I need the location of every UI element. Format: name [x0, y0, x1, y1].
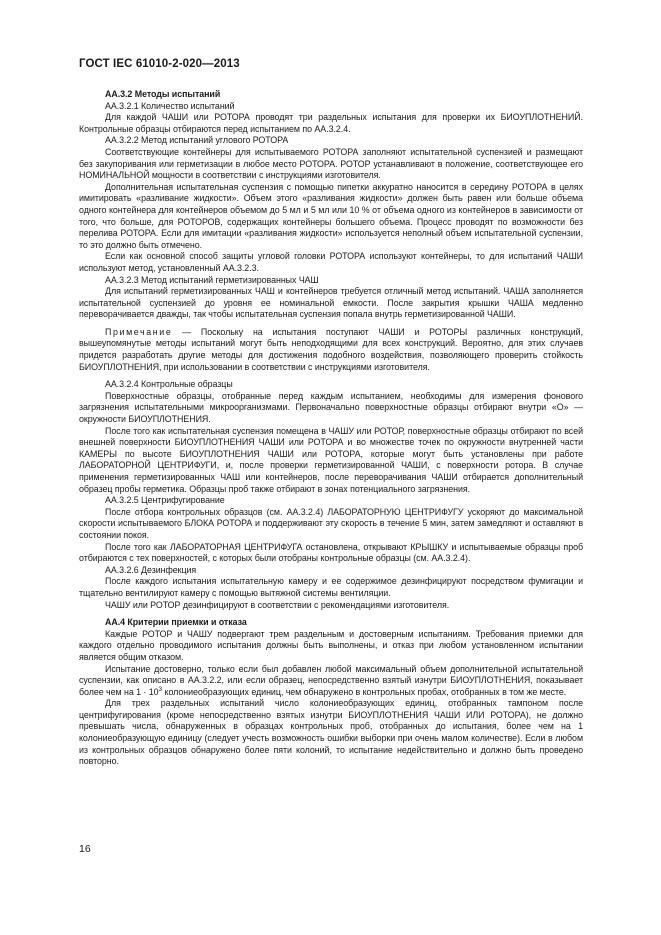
section-heading-aa32: АА.3.2 Методы испытаний — [105, 89, 221, 99]
paragraph: Для испытаний герметизированных ЧАШ и контейнеров требуется отличный метод испытаний. ЧАША заполняется испытательной суспензией до уровня ее номинальной емкости. После закрытия крышки ЧАША медленно переворачивается дважды, так чтобы испытательная суспензия попала внутрь герметизированной ЧАШИ. — [79, 286, 583, 320]
subsection-heading-aa324: АА.3.2.4 Контрольные образцы — [105, 379, 233, 390]
paragraph-text: Испытание достоверно, только если был добавлен любой максимальный объем дополнительной испытательной суспензии, как описано в АА.3.2.2, или если образец, непосредственно взятый изнутри БИОУПЛОТНЕНИЯ, показывает более чем на 1 · 10 — [79, 663, 583, 697]
paragraph: После того как ЛАБОРАТОРНАЯ ЦЕНТРИФУГА остановлена, открывают КРЫШКУ и испытываемые образцы проб отбираются с тех поверхностей, с которых были отобраны контрольные образцы (см. АА.3.2.4). — [79, 541, 583, 564]
paragraph: Для трех раздельных испытаний число колониеобразующих единиц, отобранных тампоном после центрифугирования (кроме непосредственно взятых изнутри БИОУПЛОТНЕНИЯ ЧАШИ ИЛИ РОТОРА), не должно превышать числа, обнаруженных в образцах контрольных проб, отобранных до испытания, более чем на 1 колониеобразующую единицу (следует учесть возможность ошибки выборки при очень малом количестве). Если в любом из контрольных образцов обнаружено более пяти колоний, то испытание недействительно и должно быть проведено повторно. — [79, 698, 583, 767]
paragraph-text: колониеобразующих единиц, чем обнаружено в контрольных пробах, отобранных в том же месте. — [162, 686, 567, 697]
exponent: 3 — [158, 685, 163, 693]
note-text: — Поскольку на испытания поступают ЧАШИ и РОТОРЫ различных конструкций, вышеупомянутые методы испытаний могут быть неподходящими для всех конструкций. Вероятно, для этих случаев придется разработать другие методы для достижения подобного воздействия, позволяющего проверить стойкость БИОУПЛОТНЕНИЯ, при использовании в соответствии с инструкциями изготовителя. — [79, 326, 583, 372]
paragraph: Каждые РОТОР и ЧАШУ подвергают трем раздельным и достоверным испытаниям. Требования приемки для каждого отдельно проводимого испытания должны быть выполнены, и отказ при любом установленном испытании является общим отказом. — [79, 628, 583, 662]
subsection-heading-aa321: АА.3.2.1 Количество испытаний — [105, 100, 235, 111]
paragraph: После того как испытательная суспензия помещена в ЧАШУ или РОТОР, поверхностные образцы отбирают по всей внешней поверхности БИОУПЛОТНЕНИЯ ЧАШИ или РОТОРА и во множестве точек по окружности внутренней части КАМЕРЫ по высоте БИОУПЛОТНЕНИЯ ЧАШИ или РОТОРА, которые могут быть установлены при работе ЛАБОРАТОРНОЙ ЦЕНТРИФУГИ, и, после проверки герметизированной ЧАШИ, с поверхности ротора. В случае применения герметизированных ЧАШ или контейнеров, после переворачивания ЧАШИ отбирается дополнительный образец пробы герметика. Образцы проб также отбирают в зонах потенциального загрязнения. — [79, 425, 583, 494]
subsection-heading-aa325: АА.3.2.5 Центрифугирование — [105, 495, 225, 506]
paragraph: Дополнительная испытательная суспензия с помощью пипетки аккуратно наносится в середину РОТОРА в целях имитировать «разливание жидкости». Объем этого «разливания жидкости» должен быть равен или больше объема одного контейнера для контейнеров объемом до 5 мл и 5 мл или 10 % от объема одного из контейнеров в зависимости от того, что больше, для РОТОРОВ, содержащих контейнеры большего объема. Процесс проводят по возможности без перелива РОТОРА. Если для имитации «разливания жидкости» используется неполный объем испытательной суспензии, то это должно быть отмечено. — [79, 181, 583, 250]
subsection-heading-aa323: АА.3.2.3 Метод испытаний герметизированных ЧАШ — [105, 274, 319, 285]
page-number: 16 — [79, 843, 91, 855]
standard-header: ГОСТ IEC 61010-2-020—2013 — [79, 58, 240, 70]
paragraph: ЧАШУ или РОТОР дезинфицируют в соответствии с рекомендациями изготовителя. — [105, 599, 450, 610]
paragraph: Если как основной способ защиты угловой головки РОТОРА используют контейнеры, то для испытаний ЧАШИ используют метод, установленный АА.3.2.3. — [79, 251, 583, 273]
section-heading-aa4: АА.4 Критерии приемки и отказа — [105, 617, 247, 628]
subsection-heading-aa322: АА.3.2.2 Метод испытаний углового РОТОРА — [105, 135, 289, 146]
note-label: Примечание — [105, 326, 173, 337]
paragraph: После каждого испытания испытательную камеру и ее содержимое дезинфицируют посредством фумигации и тщательно вентилируют камеру с помощью вытяжной системы вентиляции. — [79, 576, 583, 598]
subsection-heading-aa326: АА.3.2.6 Дезинфекция — [105, 564, 197, 575]
paragraph: После отбора контрольных образцов (см. АА.3.2.4) ЛАБОРАТОРНУЮ ЦЕНТРИФУГУ ускоряют до максимальной скорости испытываемого БЛОКА РОТОРА и поддерживают эту скорость в течение 5 мин, затем замедляют и оставляют в состоянии покоя. — [79, 506, 583, 540]
paragraph: Для каждой ЧАШИ или РОТОРА проводят три раздельных испытания для проверки их БИОУПЛОТНЕНИЙ. Контрольные образцы отбираются перед испытанием по АА.3.2.4. — [79, 112, 583, 134]
paragraph — [79, 664, 583, 699]
page-body — [79, 89, 583, 768]
paragraph: Поверхностные образцы, отобранные перед каждым испытанием, необходимы для измерения фонового загрязнения испытательными микроорганизмами. Первоначально поверхностные образцы отбирают внутри «О» — окружности БИОУПЛОТНЕНИЯ. — [79, 390, 583, 425]
note — [79, 327, 583, 373]
paragraph: Соответствующие контейнеры для испытываемого РОТОРА заполняют испытательной суспензией и размещают без закупоривания или герметизации в любое место РОТОРА. РОТОР устанавливают в положение, соответствующее его НОМИНАЛЬНОЙ мощности в соответствии с инструкциями изготовителя. — [79, 146, 583, 181]
